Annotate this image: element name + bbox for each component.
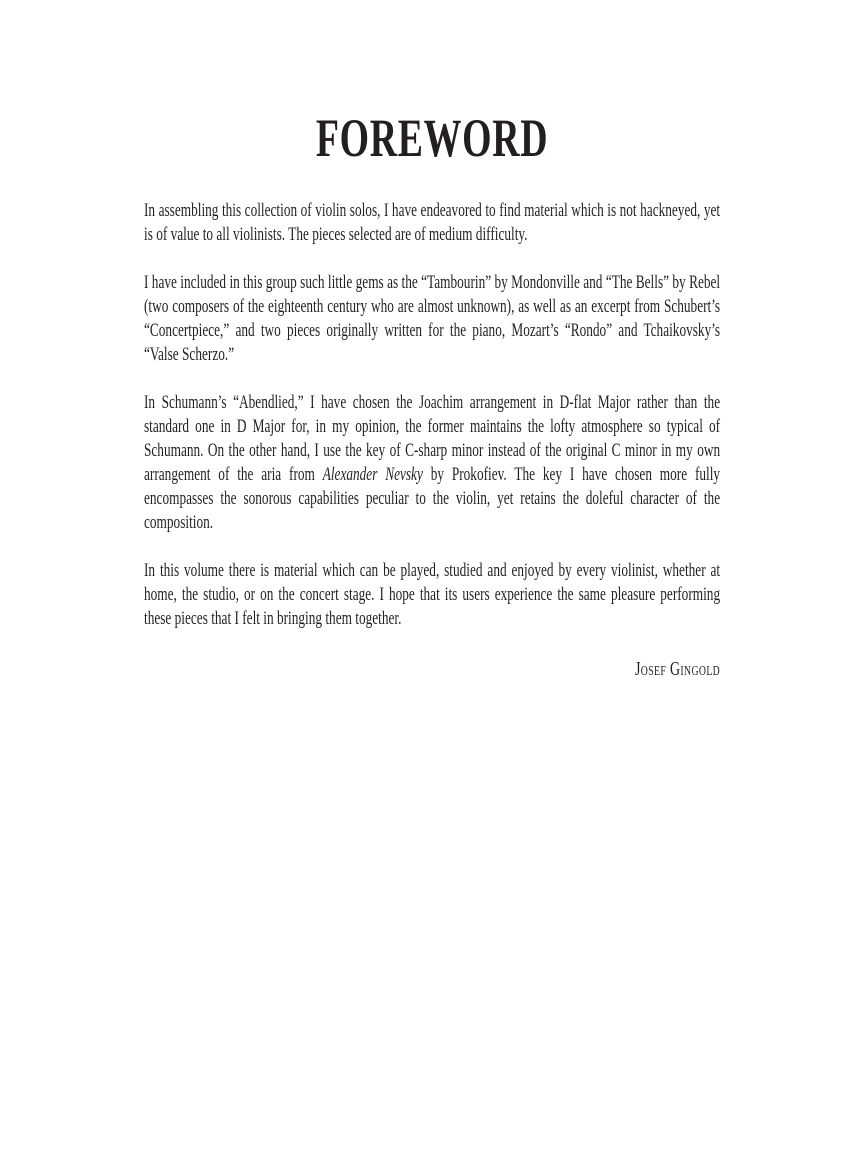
paragraph-4: In this volume there is material which can be played, studied and enjoyed by every violinist, whether at home, the studio, or on the concert stage. I hope that its users experience the same pleasure performing these pieces that I felt in bringing them together.	[144, 560, 721, 629]
paragraph-3-text-start: In Schumann’s “Abendlied,” I have chosen the Joachim arrangement in D-flat Major rather than the standard one in D Major for, in my opinion, the former maintains the lofty atmosphere so typical of Schumann. On the other hand, I use the key of C-sharp minor instead of the original C minor in my own arrangement of the aria from	[144, 392, 721, 485]
paragraph-1: In assembling this collection of violin solos, I have endeavored to find material which is not hackneyed, yet is of value to all violinists. The pieces selected are of medium difficulty.	[144, 200, 721, 245]
paragraph-3-text-end: by Prokofiev. The key I have chosen more fully encompasses the sonorous capabilities peculiar to the violin, yet retains the doleful character of the composition.	[144, 464, 721, 533]
paragraph-2: I have included in this group such little gems as the “Tambourin” by Mondonville and “The Bells” by Rebel (two composers of the eighteenth century who are almost unknown), as well as an excerpt from Schubert’s “Concertpiece,” and two pieces originally written for the piano, Mozart’s “Rondo” and Tchaikovsky’s “Valse Scherzo.”	[144, 272, 721, 365]
page-title: FOREWORD	[315, 108, 549, 168]
alexander-nevsky-italic-title: Alexander Nevsky	[322, 464, 423, 485]
text-column	[144, 108, 721, 681]
paragraph-3	[144, 391, 720, 535]
author-signature: Josef Gingold	[634, 658, 721, 680]
